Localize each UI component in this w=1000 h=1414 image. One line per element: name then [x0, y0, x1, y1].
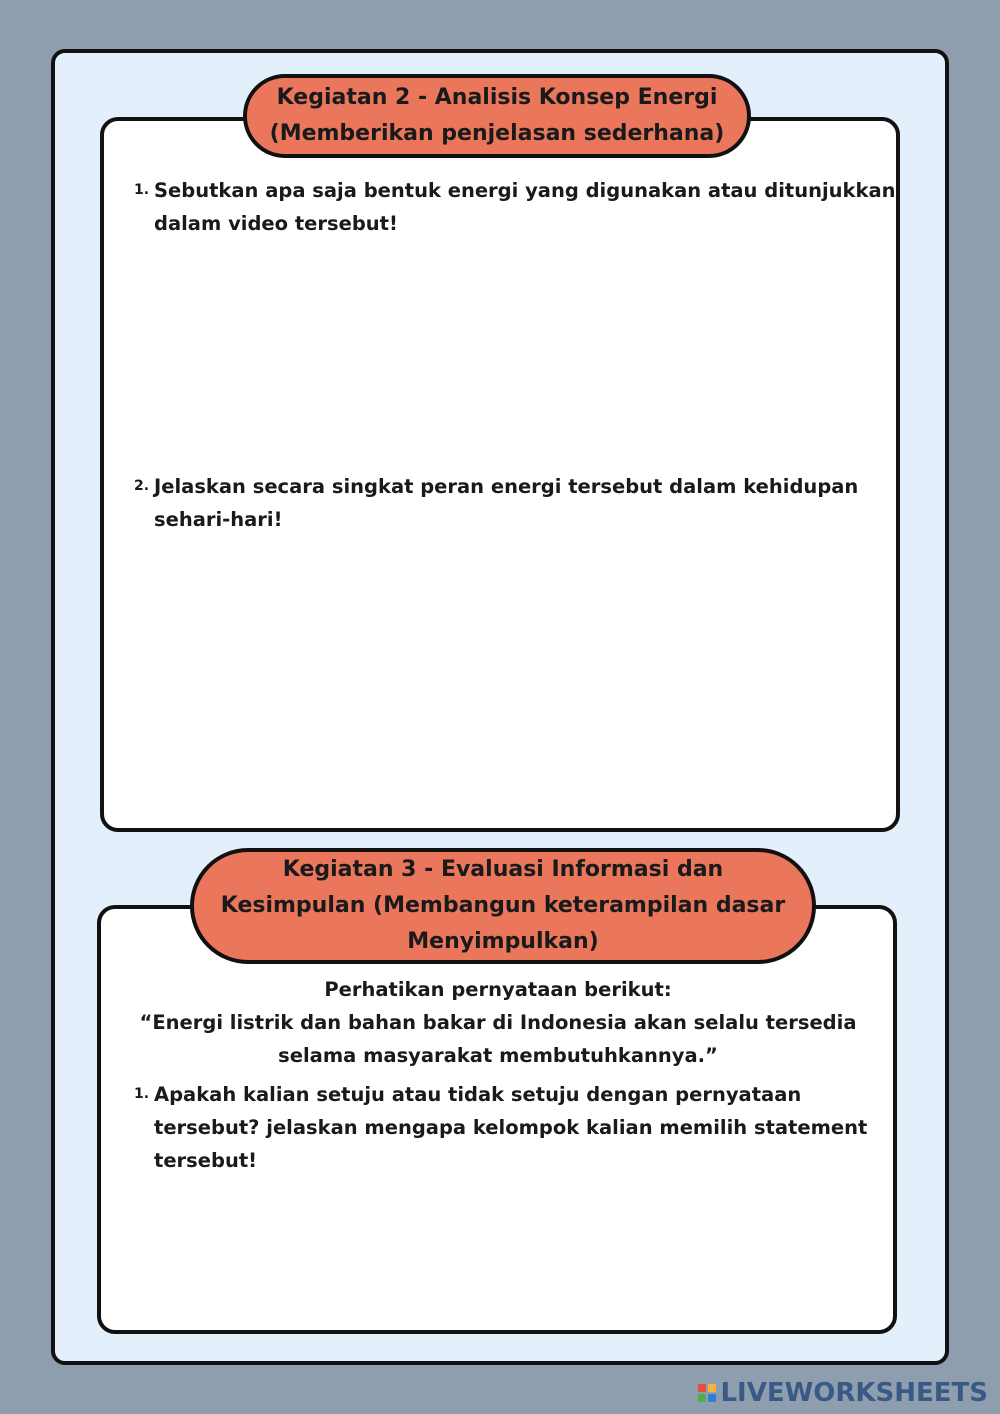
statement-intro: Perhatikan pernyataan berikut:: [324, 978, 672, 1001]
activity-2-title-line-1: Kegiatan 2 - Analisis Konsep Energi: [276, 85, 718, 110]
logo-square-yellow: [708, 1384, 716, 1392]
question-text-line: sehari-hari!: [154, 508, 283, 531]
question-number: 1.: [134, 182, 150, 198]
activity-3-title-line-2: Kesimpulan (Membangun keterampilan dasar: [220, 893, 786, 918]
question-text-line: dalam video tersebut!: [154, 212, 398, 235]
question-number: 2.: [134, 478, 150, 494]
statement-quote-line-1: “Energi listrik dan bahan bakar di Indonesia akan selalu tersedia: [139, 1011, 857, 1034]
activity-3-title-line-1: Kegiatan 3 - Evaluasi Informasi dan: [282, 857, 724, 882]
activity-2-question-2: [134, 470, 894, 536]
question-text-line: tersebut!: [154, 1149, 258, 1172]
logo-square-blue: [708, 1394, 716, 1402]
logo-square-red: [698, 1384, 706, 1392]
question-text-line: Sebutkan apa saja bentuk energi yang digunakan atau ditunjukkan: [154, 179, 896, 202]
liveworksheets-logo-icon: [698, 1384, 716, 1402]
logo-square-green: [698, 1394, 706, 1402]
activity-3-question-1: [134, 1078, 874, 1177]
activity-2-title-line-2: (Memberikan penjelasan sederhana): [269, 121, 725, 146]
liveworksheets-logo[interactable]: [698, 1378, 988, 1408]
question-text-line: tersebut? jelaskan mengapa kelompok kalian memilih statement: [154, 1116, 868, 1139]
question-number: 1.: [134, 1086, 150, 1102]
liveworksheets-logo-text: LIVEWORKSHEETS: [720, 1378, 988, 1408]
question-text-line: Apakah kalian setuju atau tidak setuju dengan pernyataan: [154, 1083, 802, 1106]
activity-2-question-1: [134, 174, 894, 240]
activity-3-title-line-3: Menyimpulkan): [407, 929, 599, 954]
statement-quote-line-2: selama masyarakat membutuhkannya.”: [278, 1044, 718, 1067]
question-text-line: Jelaskan secara singkat peran energi tersebut dalam kehidupan: [154, 475, 859, 498]
activity-3-title-banner: [190, 848, 816, 964]
activity-2-title-banner: [243, 74, 751, 158]
